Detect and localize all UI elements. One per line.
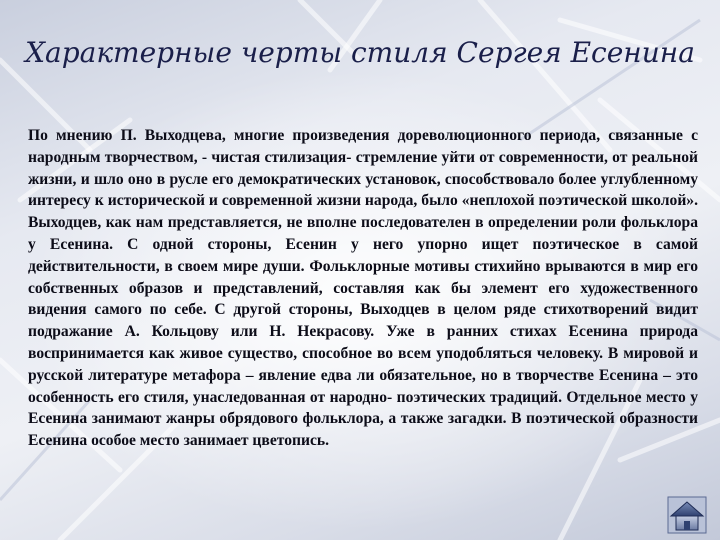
home-icon <box>667 496 707 534</box>
slide-title: Характерные черты стиля Сергея Есенина <box>25 36 695 69</box>
home-button[interactable] <box>667 496 707 534</box>
slide-body-paragraph: По мнению П. Выходцева, многие произведения дореволюционного периода, связанные с народным творчеством, - чистая стилизация- стремление уйти от современности, от реальной жизни, и шло оно в русле его демократических установок, способствовало более углубленному интересу к исторической и современной жизни народа, было «неплохой поэтической школой». Выходцев, как нам представляется, не вполне последователен в определении роли фольклора у Есенина. С одной стороны, Есенин у него упорно ищет поэтическое в самой действительности, в своем мире души. Фольклорные мотивы стихийно врываются в мир его собственных образов и представлений, составляя как бы элемент его художественного видения самого по себе. С другой стороны, Выходцев в целом ряде стихотворений видит подражание А. Кольцову или Н. Некрасову. Уже в ранних стихах Есенина природа воспринимается как живое существо, способное во всем уподобляться человеку. В мировой и русской литературе метафора – явление едва ли обязательное, но в творчестве Есенина – это особенность его стиля, унаследованная от народно- поэтических традиций. Отдельное место у Есенина занимают жанры обрядового фольклора, а также загадки. В поэтической образности Есенина особое место занимает цветопись. <box>28 127 698 450</box>
